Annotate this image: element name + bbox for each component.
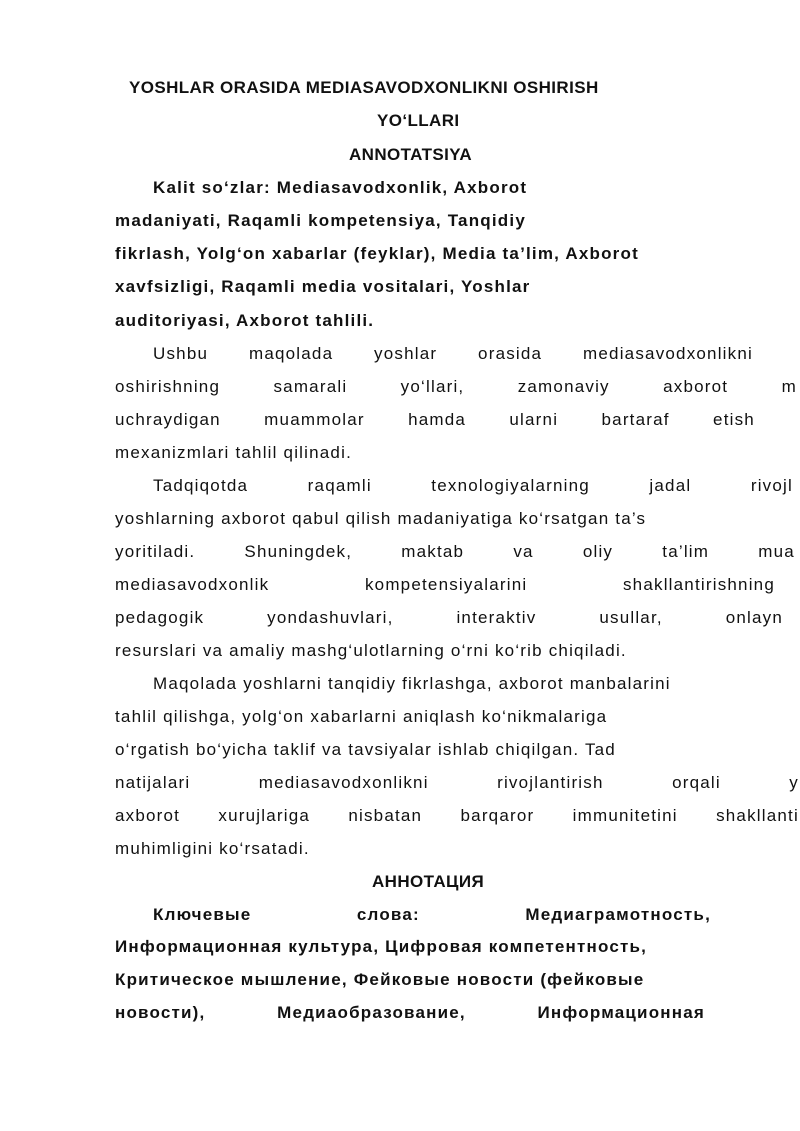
keywords-uz-line-2: madaniyati, Raqamli kompetensiya, Tanqidiy xyxy=(115,211,526,230)
annotation-uz-heading: ANNOTATSIYA xyxy=(349,145,473,164)
para3-line-3: o‘rgatish bo‘yicha taklif va tavsiyalar ishlab chiqilgan. Tad xyxy=(115,740,616,759)
word: rivojl xyxy=(750,476,793,495)
word: interaktiv xyxy=(456,608,537,627)
word: maktab xyxy=(401,542,465,561)
word: bartaraf xyxy=(601,410,670,429)
word: shakllantirishning xyxy=(622,575,775,594)
title-line-2: YO‘LLARI xyxy=(377,111,460,130)
word: y xyxy=(789,773,799,792)
word: rivojlantirish xyxy=(497,773,604,792)
para3-line-5 xyxy=(115,806,799,826)
para2-line-6: resurslari va amaliy mashg‘ulotlarning o‘rni ko‘rib chiqiladi. xyxy=(115,641,627,660)
word: barqaror xyxy=(460,806,535,825)
word: mediasavodxonlik xyxy=(115,575,270,594)
word: axborot xyxy=(115,806,181,825)
keywords-ru-line-2: Информационная культура, Цифровая компетентность, xyxy=(115,937,648,956)
word: новости), xyxy=(115,1003,206,1022)
word: pedagogik xyxy=(115,608,205,627)
word: jadal xyxy=(649,476,692,495)
word: Ushbu xyxy=(153,344,209,363)
word: va xyxy=(513,542,534,561)
para1-line-2 xyxy=(115,377,797,397)
para3-line-2: tahlil qilishga, yolg‘on xabarlarni aniqlash ko‘nikmalariga xyxy=(115,707,608,726)
word: hamda xyxy=(408,410,467,429)
word: yondashuvlari, xyxy=(267,608,394,627)
para2-line-4 xyxy=(115,575,775,595)
para2-line-2: yoshlarning axborot qabul qilish madaniyatiga ko‘rsatgan ta’s xyxy=(115,509,647,528)
para1-line-4: mexanizmlari tahlil qilinadi. xyxy=(115,443,352,462)
word: mediasavodxonlikni xyxy=(583,344,753,363)
para2-line-5 xyxy=(115,608,783,628)
word: m xyxy=(781,377,797,396)
keywords-ru-line-4 xyxy=(115,1003,705,1023)
word: слова: xyxy=(356,905,420,924)
word: texnologiyalarning xyxy=(431,476,590,495)
word: kompetensiyalarini xyxy=(364,575,528,594)
word: oliy xyxy=(582,542,614,561)
word: zamonaviy xyxy=(517,377,610,396)
word: onlayn xyxy=(725,608,783,627)
word: Ключевые xyxy=(153,905,252,924)
para3-line-4 xyxy=(115,773,799,793)
word: Информационная xyxy=(537,1003,705,1022)
para2-line-1 xyxy=(153,476,793,496)
word: Shuningdek, xyxy=(244,542,353,561)
title-line-1: YOSHLAR ORASIDA MEDIASAVODXONLIKNI OSHIRISH xyxy=(129,78,599,97)
word: ta’lim xyxy=(662,542,710,561)
para2-line-3 xyxy=(115,542,795,562)
word: orqali xyxy=(672,773,721,792)
word: samarali xyxy=(273,377,348,396)
word: ularni xyxy=(509,410,559,429)
keywords-uz-line-4: xavfsizligi, Raqamli media vositalari, Yoshlar xyxy=(115,277,531,296)
para3-line-6: muhimligini ko‘rsatadi. xyxy=(115,839,310,858)
word: oshirishning xyxy=(115,377,221,396)
word: nisbatan xyxy=(348,806,423,825)
word: Медиаобразование, xyxy=(277,1003,466,1022)
word: mediasavodxonlikni xyxy=(258,773,429,792)
para3-line-1: Maqolada yoshlarni tanqidiy fikrlashga, axborot manbalarini xyxy=(153,674,671,693)
word: yo‘llari, xyxy=(400,377,465,396)
annotation-ru-heading: АННОТАЦИЯ xyxy=(372,872,485,891)
word: muammolar xyxy=(264,410,365,429)
word: yoshlar xyxy=(374,344,438,363)
word: uchraydigan xyxy=(115,410,221,429)
word: orasida xyxy=(478,344,543,363)
word: Медиаграмотность, xyxy=(525,905,711,924)
word: etish xyxy=(713,410,755,429)
word: xurujlariga xyxy=(218,806,311,825)
word: natijalari xyxy=(115,773,191,792)
keywords-uz-line-5: auditoriyasi, Axborot tahlili. xyxy=(115,311,375,330)
para1-line-1 xyxy=(153,344,753,364)
keywords-ru-line-3: Критическое мышление, Фейковые новости (фейковые xyxy=(115,970,645,989)
keywords-ru-line-1 xyxy=(153,905,711,925)
word: shakllanti xyxy=(716,806,799,825)
keywords-uz-line-1: Kalit so‘zlar: Mediasavodxonlik, Axborot xyxy=(153,178,528,197)
word: maqolada xyxy=(248,344,334,363)
word: usullar, xyxy=(599,608,663,627)
keywords-uz-line-3: fikrlash, Yolg‘on xabarlar (feyklar), Media ta’lim, Axborot xyxy=(115,244,639,263)
word: yoritiladi. xyxy=(115,542,196,561)
word: axborot xyxy=(663,377,729,396)
word: mua xyxy=(758,542,795,561)
word: raqamli xyxy=(307,476,372,495)
para1-line-3 xyxy=(115,410,755,430)
word: immunitetini xyxy=(572,806,678,825)
word: Tadqiqotda xyxy=(153,476,249,495)
